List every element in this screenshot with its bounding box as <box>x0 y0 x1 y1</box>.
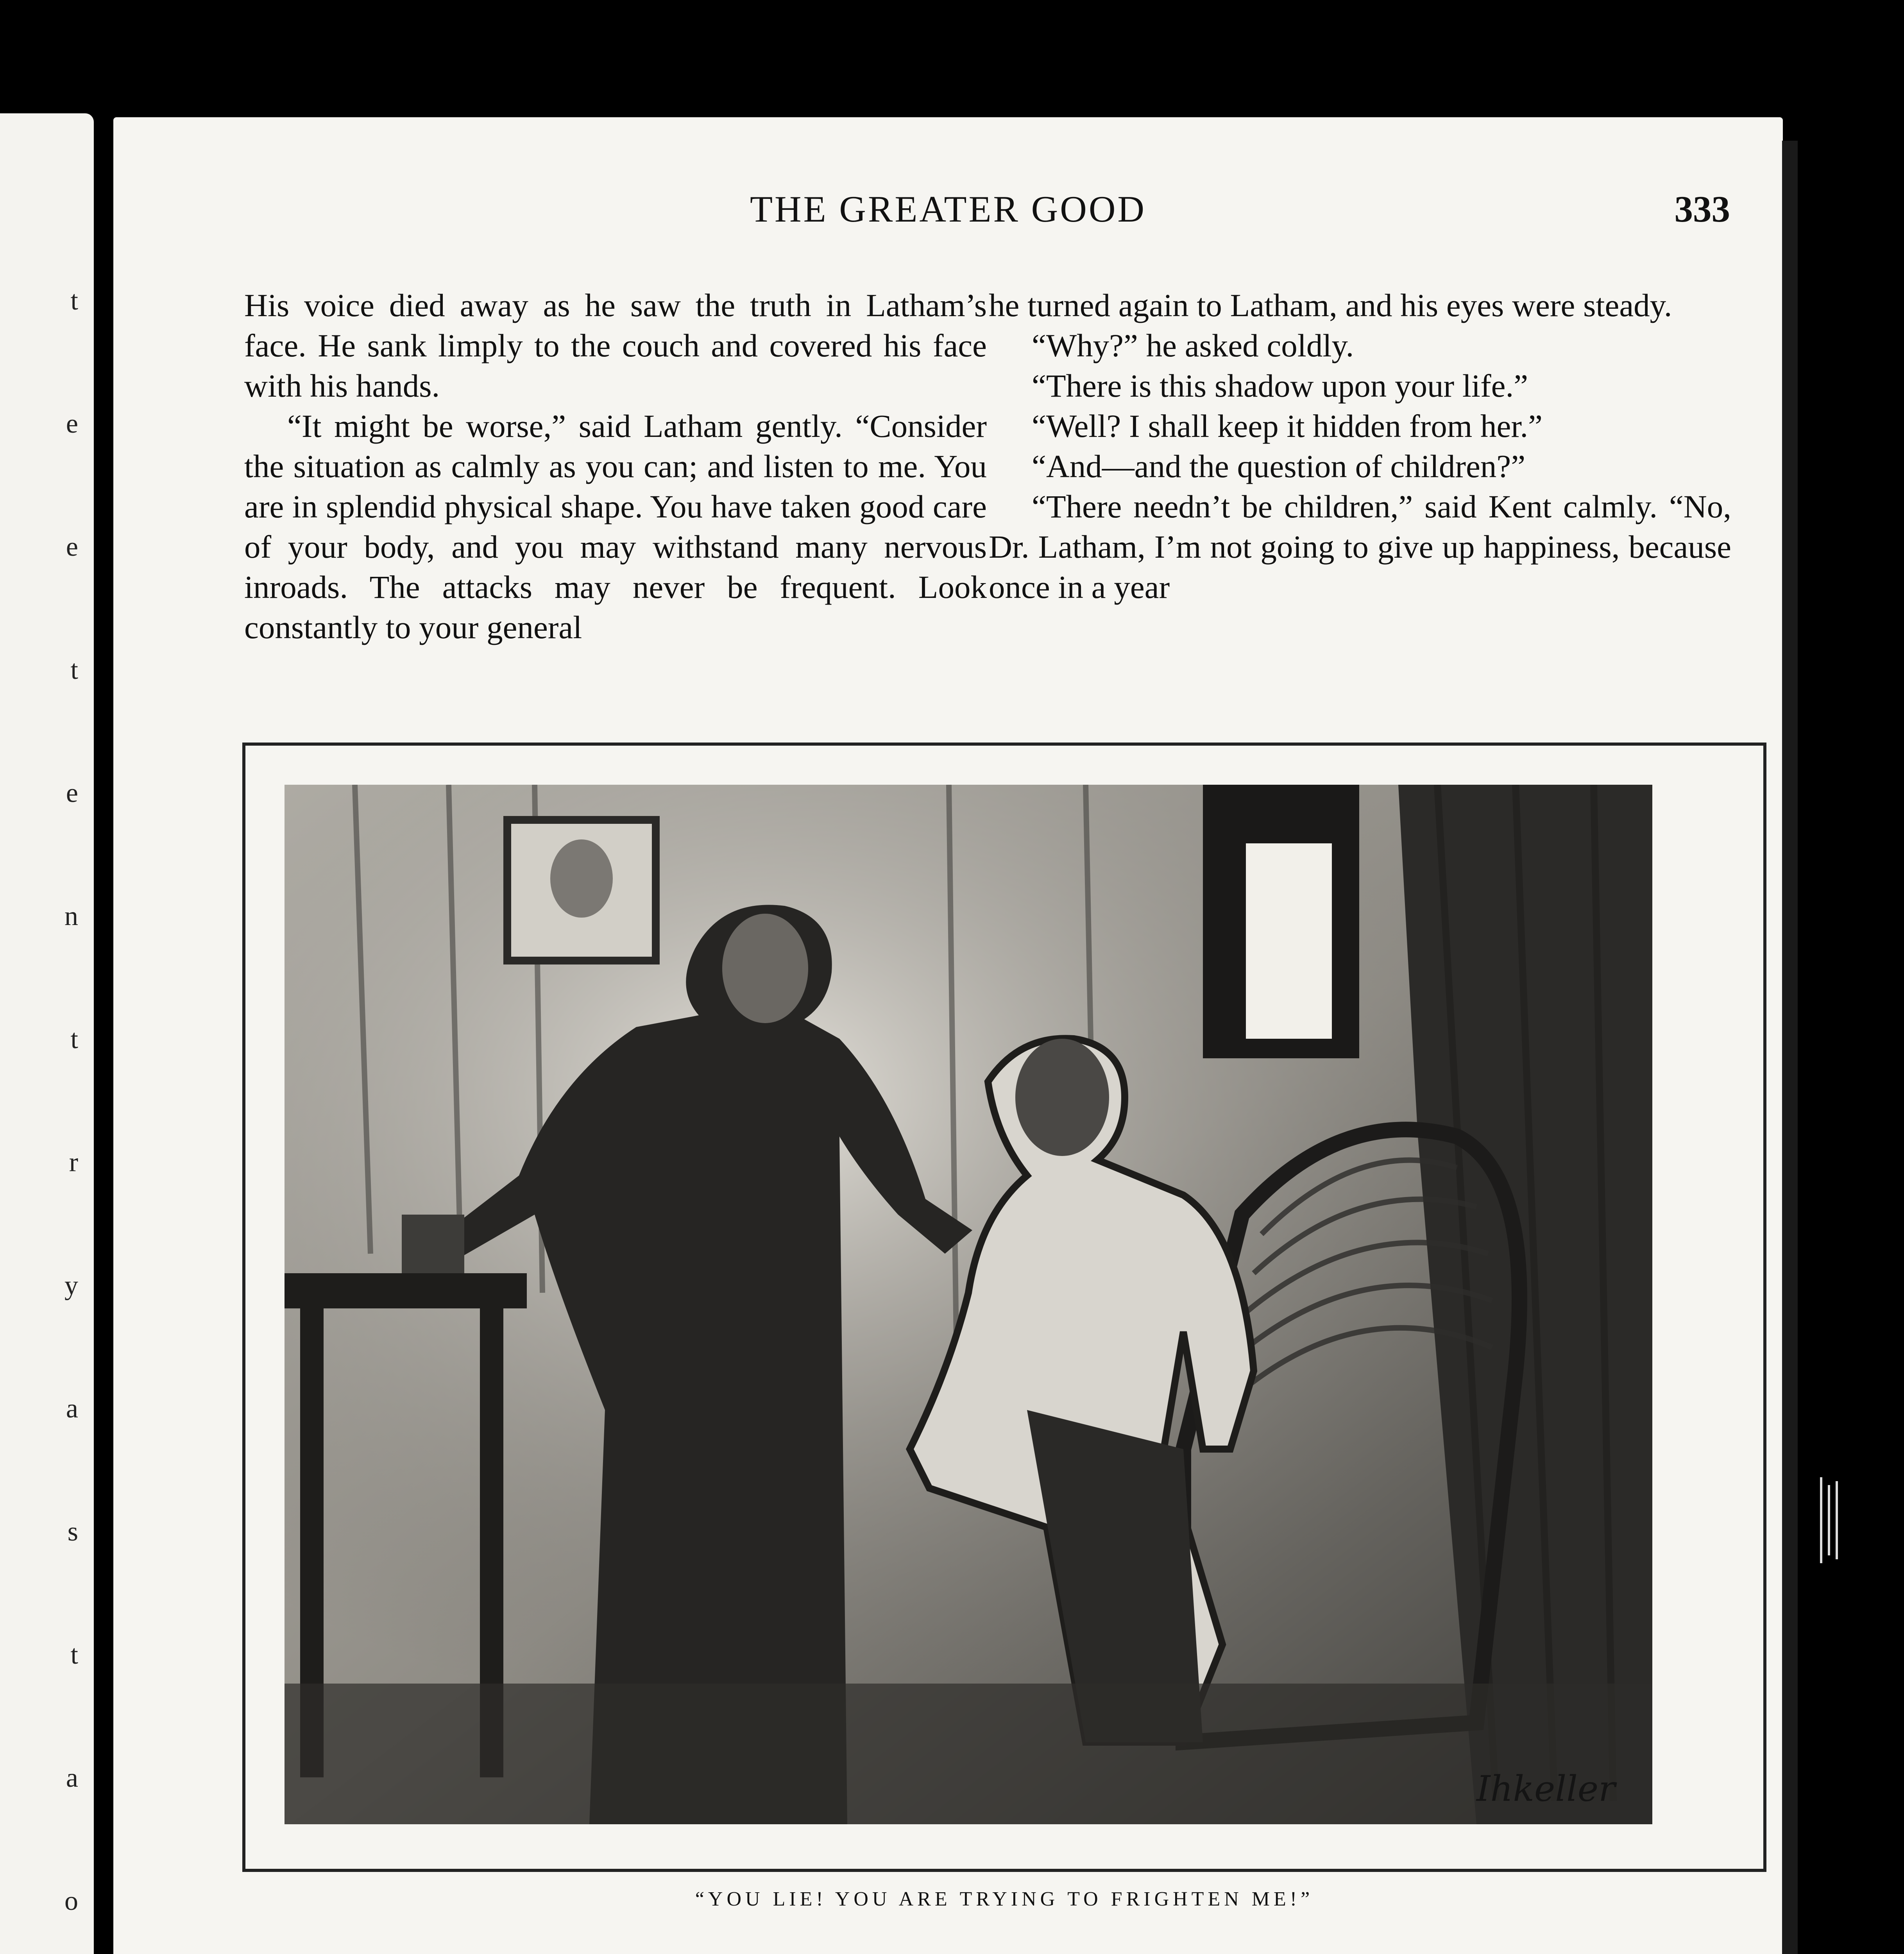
prev-page-fragment: y <box>64 1270 78 1301</box>
illustration-two-men-wicker-chair <box>285 785 1652 1824</box>
paragraph: he turned again to Latham, and his eyes were steady. <box>989 287 1672 323</box>
paragraph: “There is this shadow upon your life.” <box>1032 368 1528 404</box>
magazine-page <box>113 117 1783 1954</box>
prev-page-fragment: a <box>66 1394 78 1424</box>
illustration-caption: “YOU LIE! YOU ARE TRYING TO FRIGHTEN ME!” <box>695 1888 1314 1910</box>
seated-man-face <box>1015 1039 1109 1156</box>
prev-page-fragment: n <box>64 901 78 931</box>
prev-page-fragment: s <box>67 1517 78 1547</box>
previous-page-edge <box>0 113 94 1954</box>
prev-page-fragment: o <box>64 1886 78 1916</box>
column-top-left <box>244 285 987 648</box>
page-number: 333 <box>1674 188 1730 230</box>
paragraph: “It might be worse,” said Latham gently. “Consider the situation as calmly as you can; and listen to me. You are in splendid physical shape. You have taken good care of your body, and you may withstand many nervous inroads. The attacks may never be frequent. Look constantly to your general <box>244 408 987 645</box>
running-head <box>113 188 1783 242</box>
prev-page-fragment: a <box>66 1763 78 1793</box>
page-gutter-shadow <box>1782 141 1798 1954</box>
running-title: THE GREATER GOOD <box>750 188 1147 230</box>
scan-marks <box>1817 1477 1841 1563</box>
paragraph: “There needn’t be children,” said Kent calmly. “No, Dr. Latham, I’m not going to give up happiness, because once in a year <box>989 488 1731 605</box>
artist-signature: Ihkeller <box>1476 1768 1616 1809</box>
prev-page-fragment: r <box>69 1147 78 1177</box>
prev-page-fragment: t <box>70 1024 78 1054</box>
column-top-right <box>989 285 1731 607</box>
illustration-plate <box>242 743 1766 1872</box>
paragraph: “Why?” he asked coldly. <box>1032 327 1354 363</box>
prev-page-fragment: t <box>70 286 78 316</box>
paragraph: “Well? I shall keep it hidden from her.” <box>1032 408 1543 444</box>
prev-page-fragment: t <box>70 1640 78 1670</box>
prev-page-fragment: e <box>66 532 78 562</box>
prev-page-fragment: e <box>66 778 78 808</box>
prev-page-fragment: e <box>66 409 78 439</box>
side-table <box>285 1273 527 1308</box>
paragraph: “And—and the question of children?” <box>1032 448 1526 484</box>
standing-man-face <box>722 914 808 1023</box>
prev-page-fragment: t <box>70 655 78 685</box>
paragraph: His voice died away as he saw the truth in Latham’s face. He sank limply to the couch and covered his face with his hands. <box>244 287 987 404</box>
